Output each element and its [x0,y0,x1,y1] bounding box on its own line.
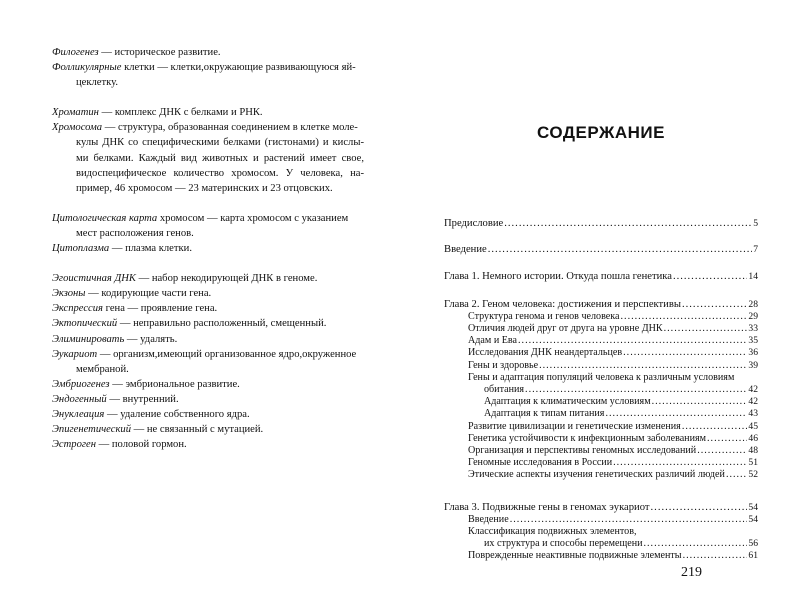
glossary-definition: — половой гормон. [95,439,187,451]
toc-entry-label: Гены и здоровье [468,359,539,371]
glossary-definition-continued: мембраной. [76,363,129,375]
toc-entry [444,445,758,457]
toc-entry-label: Исследования ДНК неандертальцев [468,347,623,359]
toc-entry-label: Глава 2. Геном человека: достижения и перспективы [444,298,681,310]
toc-spacer [444,256,758,271]
toc-entry [444,360,758,372]
toc-entry-label: Организация и перспективы геномных исследований [468,445,697,457]
toc-entry [444,244,758,256]
toc-entry-page: 5 [753,218,758,229]
glossary-entry [52,60,364,90]
toc-leader-dots [652,396,748,408]
glossary-definition: — эмбриональное развитие. [109,378,240,390]
glossary-group [52,45,364,90]
glossary-definition: гена — проявление гена. [102,303,218,315]
glossary-group [52,105,364,196]
toc-leader-dots [525,384,747,396]
glossary-definition-continued: кулы ДНК со специфическими белками (гистонами) и кислы- ми белками. Каждый вид животных и растений имеет свое, видоспецифическое количество хромосом. У человека, на- пример, 46 хромосом — 23 материнских и 23 отцовских. [76,137,364,194]
glossary-term: Хроматин [52,107,99,119]
toc-entry [444,514,758,526]
toc-entry-page: 35 [748,335,758,347]
toc-entry-page: 45 [748,420,758,432]
glossary-definition: клетки — клетки,окружающие развивающуюся яй- [121,62,356,74]
glossary-entry [52,271,364,286]
glossary-page [52,45,364,467]
toc-entry-label: Геномные исследования в России [468,457,613,469]
glossary-definition: — удаление собственного ядра. [104,408,250,420]
toc-entry-label: обитания [484,384,525,396]
toc-entry [444,396,758,408]
glossary-definition: — плазма клетки. [109,243,192,255]
toc-entry-page: 48 [748,445,758,457]
glossary-entry [52,392,364,407]
glossary-entry [52,407,364,422]
glossary-definition: — внутренний. [106,393,179,405]
toc-leader-dots [488,244,753,256]
glossary-term: Эукариот [52,348,98,360]
toc-entry [444,421,758,433]
glossary-entry [52,301,364,316]
contents-page [444,0,758,614]
toc-entry [444,311,758,323]
glossary-term: Эндогенный [52,393,107,405]
glossary-entry [52,105,364,120]
toc-entry-page: 56 [748,538,758,550]
toc-entry [444,384,758,396]
toc-entry [444,299,758,311]
glossary-entry [52,347,364,377]
toc-entry-page: 33 [748,323,758,335]
toc-entry-label: Классификация подвижных элементов, [468,526,637,538]
toc-leader-dots [682,299,747,311]
glossary-term: Элиминировать [52,333,125,345]
toc-entry-page: 54 [748,513,758,525]
table-of-contents [444,218,758,563]
glossary-definition-continued: мест расположения генов. [76,227,194,239]
glossary-definition-continued: цеклетку. [76,77,119,89]
toc-entry [444,538,758,550]
toc-entry-page: 42 [748,396,758,408]
glossary-term: Эктопический [52,318,118,330]
toc-leader-dots [707,433,747,445]
toc-entry-label: Поврежденные неактивные подвижные элементы [468,550,682,562]
glossary-term: Цитологическая карта [52,212,158,224]
glossary-definition: — удалять. [124,333,178,345]
glossary-entry [52,422,364,437]
toc-entry-label: Структура генома и генов человека [468,310,620,322]
toc-entry-label: Отличия людей друг от друга на уровне ДНК [468,323,663,335]
toc-leader-dots [539,360,747,372]
glossary-term: Экзоны [52,288,86,300]
glossary-term: Эгоистичная ДНК [52,273,136,285]
toc-leader-dots [621,311,748,323]
toc-leader-dots [673,271,747,283]
glossary-term: Экспрессия [52,303,103,315]
glossary-definition: — набор некодирующей ДНК в геноме. [135,273,318,285]
toc-entry-label: их структура и способы перемещени [484,538,643,550]
toc-spacer [444,230,758,244]
glossary-definition: — организм,имеющий организованное ядро,окруженное [97,348,357,360]
toc-entry-label: Введение [444,244,487,256]
glossary-term: Энуклеация [52,408,105,420]
toc-entry-page: 39 [748,359,758,371]
toc-entry [444,408,758,420]
toc-entry-page: 54 [748,501,758,513]
toc-leader-dots [644,538,748,550]
toc-entry-page: 7 [753,244,758,256]
toc-leader-dots [510,514,748,526]
glossary-definition: — не связанный с мутацией. [131,424,264,436]
toc-leader-dots [697,445,747,457]
glossary-term: Филогенез [52,47,99,58]
glossary-definition: — кодирующие части гена. [85,288,212,300]
toc-leader-dots [613,457,747,469]
toc-leader-dots [683,550,748,562]
glossary-entry [52,120,364,195]
toc-leader-dots [726,469,747,481]
toc-entry [444,335,758,347]
toc-entry-label: Адам и Ева [468,335,518,347]
toc-entry [444,469,758,481]
toc-entry-page: 14 [748,271,758,283]
toc-entry-page: 52 [748,469,758,481]
toc-entry-label: Глава 3. Подвижные гены в геномах эукариот [444,501,650,513]
toc-entry [444,323,758,335]
toc-entry-page: 61 [748,550,758,562]
toc-entry-page: 46 [748,432,758,444]
glossary-term: Эстроген [52,439,96,451]
toc-entry [444,550,758,562]
toc-entry-label: Адаптация к климатическим условиям [484,396,651,408]
contents-heading: СОДЕРЖАНИЕ [537,123,665,142]
toc-entry-page: 36 [748,347,758,359]
toc-leader-dots [518,335,747,347]
toc-leader-dots [623,347,747,359]
toc-spacer [444,482,758,502]
toc-entry-label: Предисловие [444,218,504,229]
glossary-definition: хромосом — карта хромосом с указанием [157,212,349,224]
toc-entry-label: Адаптация к типам питания [484,408,605,420]
toc-entry-page: 43 [748,408,758,420]
toc-entry [444,271,758,283]
page-number: 219 [681,565,702,580]
toc-entry-label: Введение [468,513,509,525]
toc-leader-dots [664,323,748,335]
glossary-entry [52,377,364,392]
toc-entry-page: 51 [748,457,758,469]
toc-entry [444,433,758,445]
toc-entry-label: Развитие цивилизации и генетические изменения [468,420,681,432]
toc-entry-page: 28 [748,298,758,310]
glossary-group [52,271,364,452]
glossary-entry [52,45,364,60]
toc-entry-label: Этические аспекты изучения генетических различий людей [468,469,725,481]
toc-entry-label: Генетика устойчивости к инфекционным заболеваниям [468,432,707,444]
toc-entry-label: Глава 1. Немного истории. Откуда пошла генетика [444,271,672,283]
glossary-entry [52,241,364,256]
toc-leader-dots [682,421,748,433]
toc-spacer [444,284,758,299]
toc-entry [444,347,758,359]
toc-leader-dots [605,408,747,420]
glossary-entry [52,332,364,347]
glossary-entry [52,286,364,301]
toc-leader-dots [504,218,752,230]
glossary-entry [52,211,364,241]
glossary-entry [52,316,364,331]
glossary-definition: — структура, образованная соединением в клетке моле- [102,122,358,134]
toc-entry-page: 29 [748,310,758,322]
toc-entry [444,502,758,514]
toc-entry [444,372,758,384]
toc-entry [444,526,758,538]
toc-entry-label: Гены и адаптация популяций человека к различным условиям [468,371,735,383]
glossary-term: Эпигенетический [52,424,131,436]
glossary-term: Цитоплазма [52,243,110,255]
glossary-definition: — неправильно расположенный, смещенный. [117,318,327,330]
glossary-term: Хромосома [52,122,103,134]
glossary-group [52,211,364,256]
toc-entry [444,218,758,230]
glossary-term: Фолликулярные [52,62,122,74]
toc-leader-dots [651,502,748,514]
glossary-definition: — комплекс ДНК с белками и РНК. [98,107,263,119]
glossary-definition: — историческое развитие. [98,47,221,58]
glossary-entry [52,437,364,452]
toc-entry-page: 42 [748,384,758,396]
toc-entry [444,457,758,469]
glossary-term: Эмбриогенез [52,378,110,390]
